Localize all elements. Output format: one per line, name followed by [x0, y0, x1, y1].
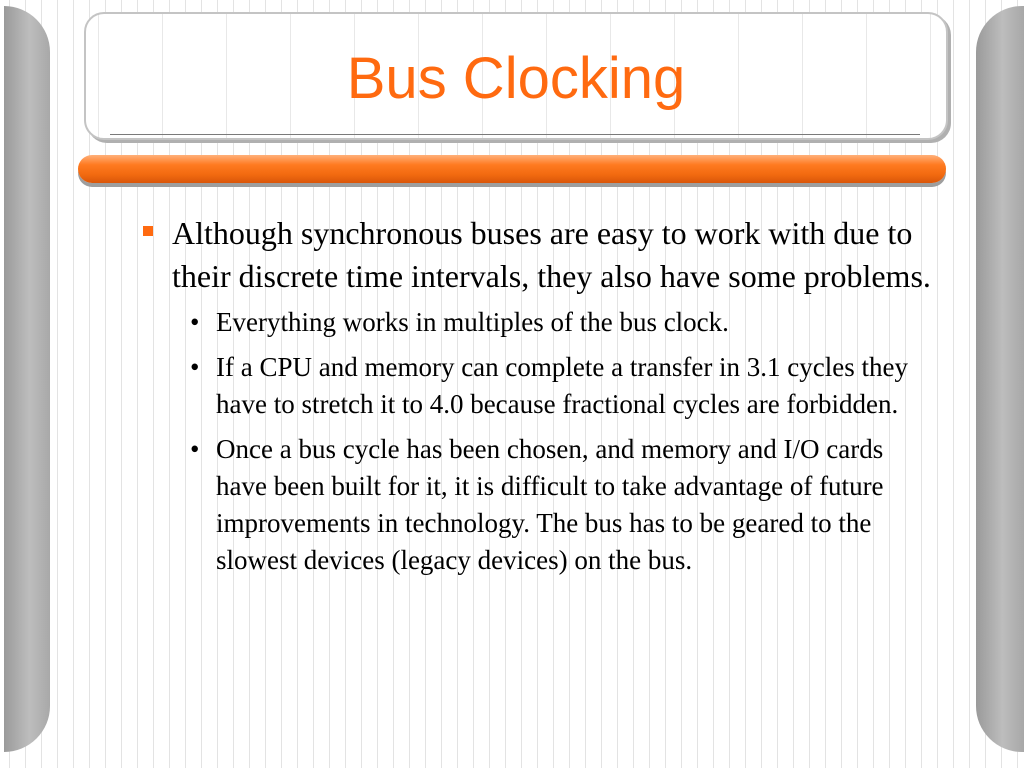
sub-bullet	[140, 304, 940, 341]
main-bullet-text: Although synchronous buses are easy to work with due to their discrete time intervals, they also have some problems.	[172, 215, 931, 294]
dot-bullet-icon: •	[190, 352, 200, 382]
left-decor-bar	[4, 6, 50, 752]
orange-divider-bar	[78, 155, 946, 183]
sub-bullet-text: Everything works in multiples of the bus clock.	[216, 307, 729, 337]
sub-bullet-text: If a CPU and memory can complete a transfer in 3.1 cycles they have to stretch it to 4.0 because fractional cycles are forbidden.	[216, 352, 909, 419]
sub-bullet-list	[140, 304, 940, 579]
slide-body	[140, 212, 940, 587]
right-decor-bar	[976, 6, 1024, 752]
title-underline	[110, 134, 920, 135]
dot-bullet-icon: •	[190, 434, 200, 464]
slide-title: Bus Clocking	[346, 46, 686, 111]
sub-bullet	[140, 349, 940, 423]
sub-bullet-text: Once a bus cycle has been chosen, and memory and I/O cards have been built for it, it is difficult to take advantage of future improvements in technology. The bus has to be geared to the slowest devices (legacy devices) on the bus.	[216, 434, 884, 575]
main-bullet	[140, 212, 940, 298]
square-bullet-icon	[143, 226, 153, 236]
sub-bullet	[140, 431, 940, 579]
dot-bullet-icon: •	[190, 307, 200, 337]
